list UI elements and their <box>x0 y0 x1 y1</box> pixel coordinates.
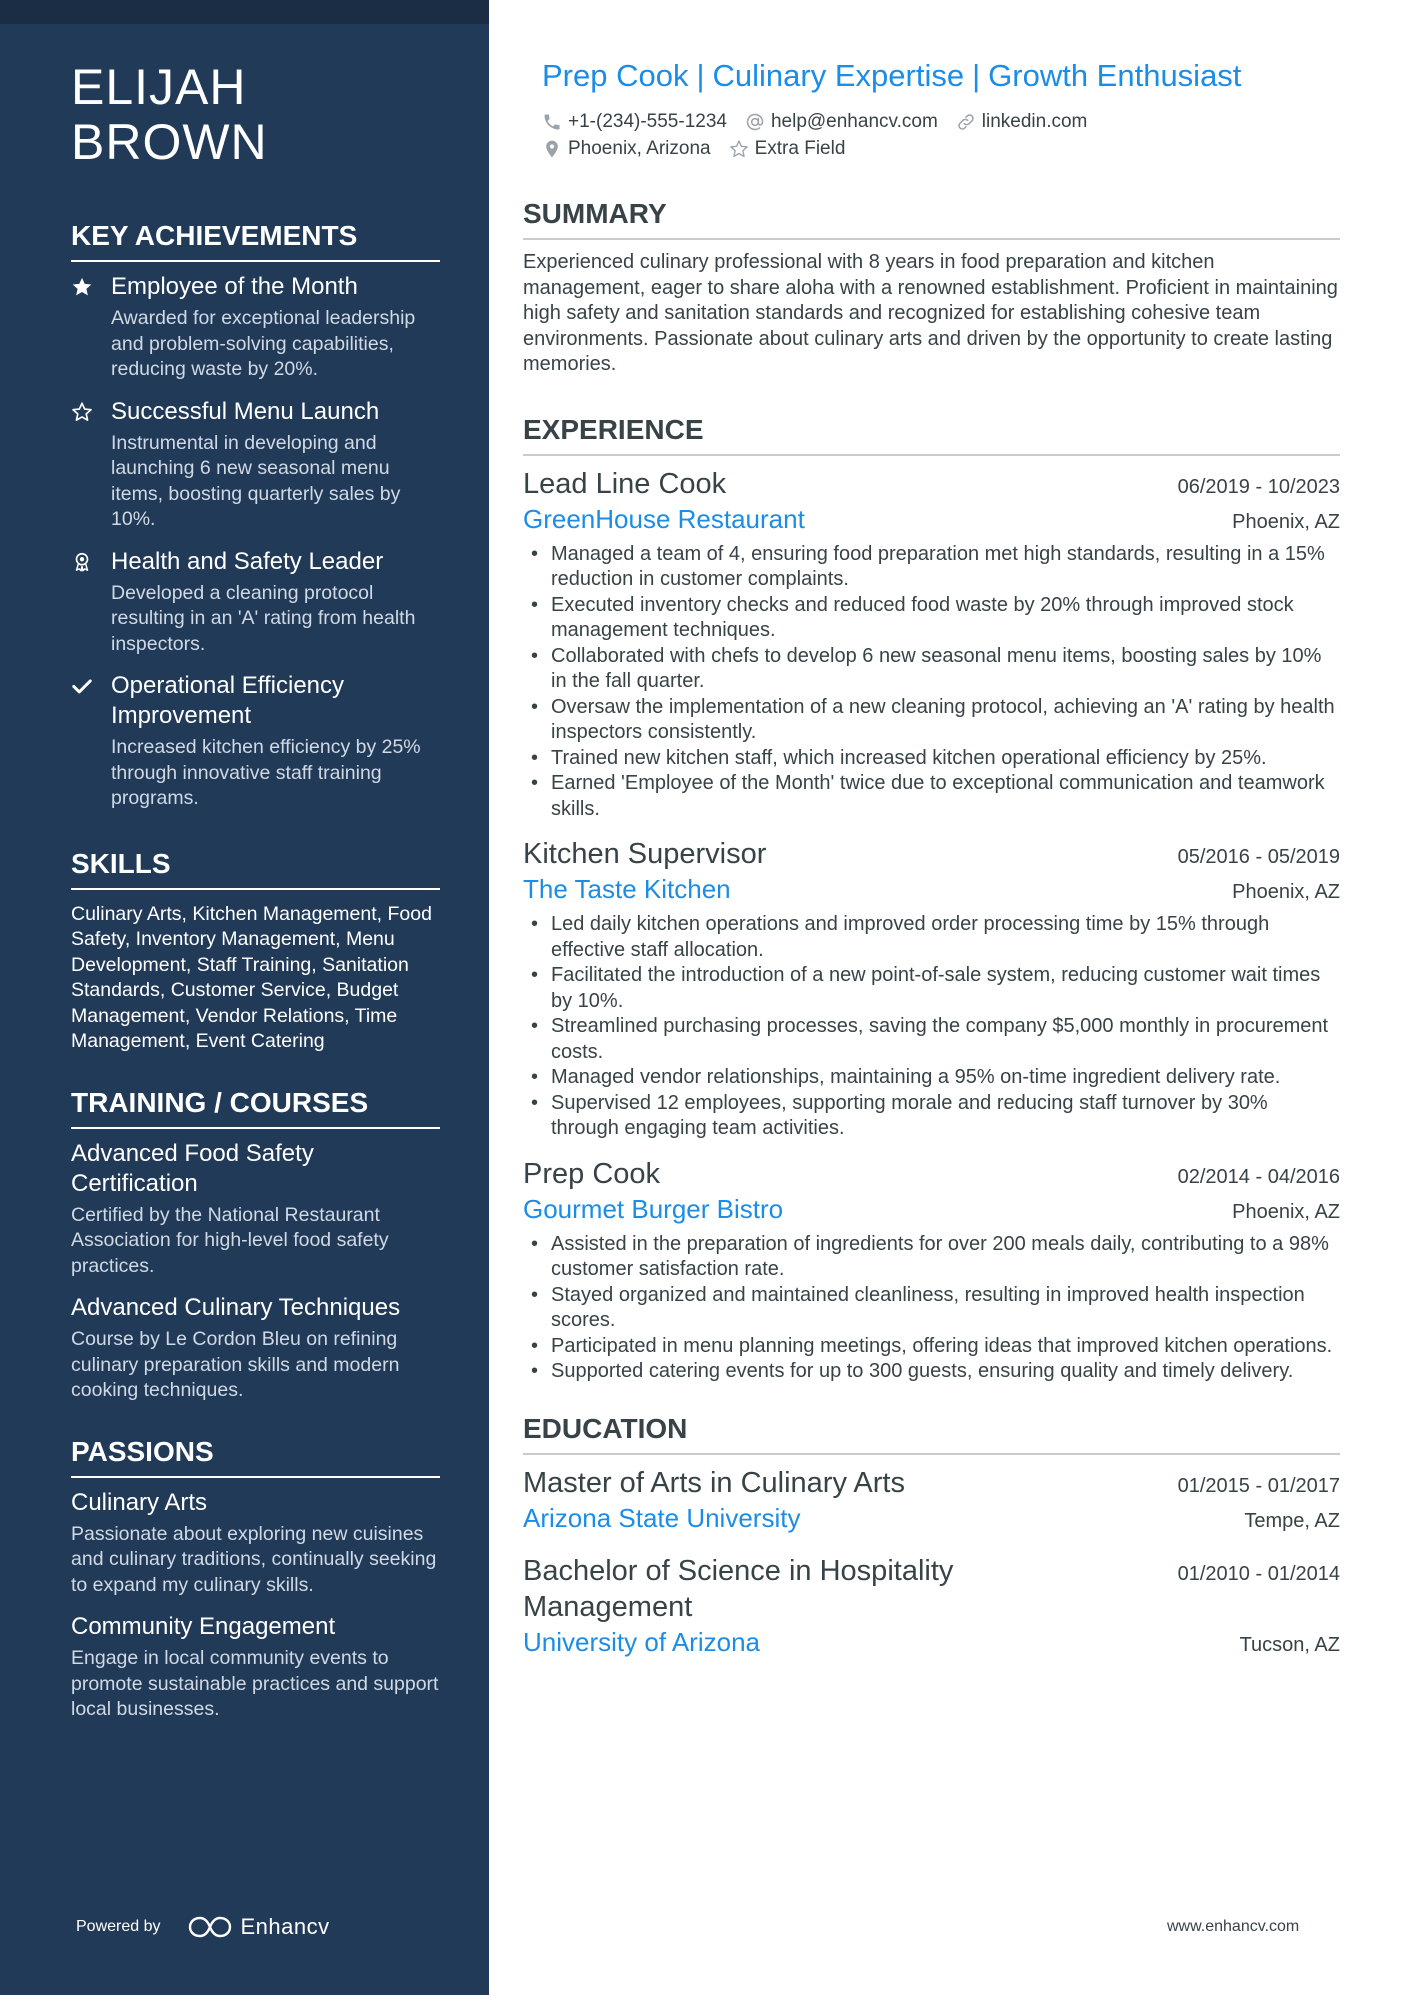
achievement-item <box>71 547 440 658</box>
passions-title: PASSIONS <box>71 1436 440 1478</box>
degree-title: Master of Arts in Culinary Arts <box>523 1466 905 1499</box>
job-bullet: • Stayed organized and maintained cleanliness, resulting in improved health inspection scores. <box>523 1283 1340 1334</box>
training-title: TRAINING / COURSES <box>71 1087 440 1129</box>
school-location: Tempe, AZ <box>1244 1509 1340 1532</box>
achievement-desc: Awarded for exceptional leadership and problem-solving capabilities, reducing waste by 20%. <box>111 307 416 380</box>
achievement-desc: Instrumental in developing and launching 6 new seasonal menu items, boosting quarterly sales by 10%. <box>111 431 401 530</box>
job-dates: 02/2014 - 04/2016 <box>1177 1165 1340 1188</box>
job-bullets <box>523 912 1340 1142</box>
location-text: Phoenix, Arizona <box>568 138 711 159</box>
person-name <box>71 60 440 170</box>
contact-email[interactable] <box>745 108 938 135</box>
footer-url[interactable]: www.enhancv.com <box>1167 1918 1300 1935</box>
experience-section <box>523 414 1340 1385</box>
headline-trait: Growth Enthusiast <box>988 58 1242 93</box>
achievement-title: Operational Efficiency Improvement <box>111 672 345 729</box>
job-bullet: • Earned 'Employee of the Month' twice due to exceptional communication and teamwork skills. <box>523 771 1340 822</box>
job-location: Phoenix, AZ <box>1232 881 1340 903</box>
job-bullet: • Supported catering events for up to 300 guests, ensuring quality and timely delivery. <box>523 1359 1340 1385</box>
job-company: The Taste Kitchen <box>523 874 731 904</box>
email-text: help@enhancv.com <box>770 111 938 132</box>
job-bullet: • Participated in menu planning meetings, offering ideas that improved kitchen operations. <box>523 1334 1340 1360</box>
job-bullet: • Supervised 12 employees, supporting morale and reducing staff turnover by 30% through engaging team activities. <box>523 1091 1340 1142</box>
job-bullet: • Collaborated with chefs to develop 6 new seasonal menu items, boosting sales by 10% in the fall quarter. <box>523 644 1340 695</box>
extra-field-text: Extra Field <box>754 138 846 159</box>
skills-title: SKILLS <box>71 848 440 890</box>
skills-section <box>71 848 440 1055</box>
achievement-title: Health and Safety Leader <box>111 547 384 575</box>
passion-item <box>71 1488 440 1599</box>
passion-item <box>71 1612 440 1723</box>
job-entry <box>523 1156 1340 1385</box>
passion-item-desc: Engage in local community events to promote sustainable practices and support local businesses. <box>71 1647 439 1720</box>
contact-linkedin[interactable] <box>956 108 1088 135</box>
headline <box>523 56 1340 96</box>
headline-separator: | <box>972 58 981 93</box>
sidebar-content <box>71 60 440 1723</box>
achievement-item <box>71 671 440 812</box>
job-title: Prep Cook <box>523 1157 661 1190</box>
training-item <box>71 1293 440 1404</box>
sidebar-top-bar <box>0 0 489 24</box>
training-section <box>71 1087 440 1404</box>
passion-item-title: Culinary Arts <box>71 1488 208 1516</box>
experience-title: EXPERIENCE <box>523 414 1340 456</box>
star-outline-icon <box>729 139 749 159</box>
job-dates: 06/2019 - 10/2023 <box>1177 475 1340 498</box>
job-title: Kitchen Supervisor <box>523 838 767 870</box>
job-company: Gourmet Burger Bistro <box>523 1193 784 1224</box>
school-location: Tucson, AZ <box>1239 1633 1340 1656</box>
achievement-desc: Increased kitchen efficiency by 25% through innovative staff training programs. <box>111 736 421 809</box>
main-content <box>523 56 1340 1659</box>
achievement-title: Employee of the Month <box>111 273 358 300</box>
contact-location <box>542 135 711 162</box>
achievement-item <box>71 272 440 383</box>
first-name: ELIJAH <box>71 59 247 115</box>
checkmark-icon <box>71 671 111 812</box>
headline-expertise: Culinary Expertise <box>712 58 965 93</box>
contact-extra <box>729 135 846 162</box>
summary-title: SUMMARY <box>523 198 1340 240</box>
contact-phone[interactable] <box>542 108 727 135</box>
passions-section <box>71 1436 440 1723</box>
phone-icon <box>542 112 562 132</box>
job-bullet: • Streamlined purchasing processes, saving the company $5,000 monthly in procurement costs. <box>523 1014 1340 1065</box>
job-location: Phoenix, AZ <box>1232 1200 1340 1223</box>
education-dates: 01/2010 - 01/2014 <box>1177 1562 1340 1585</box>
linkedin-text: linkedin.com <box>981 111 1088 132</box>
phone-text: +1-(234)-555-1234 <box>568 111 727 132</box>
link-icon <box>956 112 976 132</box>
training-item-desc: Certified by the National Restaurant Association for high-level food safety practices. <box>71 1203 389 1277</box>
enhancv-wordmark: Enhancv <box>240 1914 330 1939</box>
job-bullet: • Trained new kitchen staff, which increased kitchen operational efficiency by 25%. <box>523 746 1340 772</box>
star-outline-icon <box>71 397 111 533</box>
training-item <box>71 1139 440 1280</box>
education-entry <box>523 1553 1340 1659</box>
job-entry <box>523 836 1340 1142</box>
education-section <box>523 1413 1340 1659</box>
passion-item-desc: Passionate about exploring new cuisines and culinary traditions, continually seeking to expand my culinary skills. <box>71 1522 437 1596</box>
star-filled-icon <box>71 272 111 383</box>
last-name: BROWN <box>71 114 268 170</box>
education-title: EDUCATION <box>523 1413 1340 1455</box>
training-item-title: Advanced Culinary Techniques <box>71 1294 401 1321</box>
school-name: University of Arizona <box>523 1626 760 1657</box>
award-ribbon-icon <box>71 547 111 658</box>
key-achievements-title: KEY ACHIEVEMENTS <box>71 220 440 262</box>
school-name: Arizona State University <box>523 1502 801 1533</box>
training-item-desc: Course by Le Cordon Bleu on refining culinary preparation skills and modern cooking techniques. <box>71 1328 400 1401</box>
job-bullet: • Facilitated the introduction of a new point-of-sale system, reducing customer wait times by 10%. <box>523 963 1340 1014</box>
degree-title: Bachelor of Science in Hospitality Management <box>523 1554 954 1623</box>
enhancv-logo-icon <box>187 1914 233 1940</box>
job-title: Lead Line Cook <box>523 467 727 500</box>
key-achievements-section <box>71 220 440 812</box>
job-bullet: • Executed inventory checks and reduced food waste by 20% through improved stock management techniques. <box>523 593 1340 644</box>
powered-by-label: Powered by <box>76 1918 161 1935</box>
summary-text: Experienced culinary professional with 8 years in food preparation and kitchen management, eager to share aloha with a renowned establishment. Proficient in maintaining high safety and sanitation standards and recognized for establishing cohesive team environments. Passionate about culinary arts and driven by the opportunity to create lasting memories. <box>523 251 1338 375</box>
headline-role: Prep Cook <box>542 58 689 93</box>
skills-list: Culinary Arts, Kitchen Management, Food Safety, Inventory Management, Menu Development, Staff Training, Sanitation Standards, Customer Service, Budget Management, Vendor Relations, Time Management, Event Catering <box>71 902 432 1052</box>
passion-item-title: Community Engagement <box>71 1613 336 1640</box>
headline-separator: | <box>696 58 705 93</box>
sidebar <box>0 0 489 1995</box>
contact-info <box>523 108 1163 162</box>
powered-by <box>76 1914 330 1940</box>
job-dates: 05/2016 - 05/2019 <box>1177 846 1340 868</box>
job-bullets <box>523 1232 1340 1385</box>
job-bullet: • Managed vendor relationships, maintaining a 95% on-time ingredient delivery rate. <box>523 1065 1340 1091</box>
education-entry <box>523 1465 1340 1535</box>
job-bullet: • Managed a team of 4, ensuring food preparation met high standards, resulting in a 15% reduction in customer complaints. <box>523 542 1340 593</box>
job-bullet: • Assisted in the preparation of ingredients for over 200 meals daily, contributing to a 98% customer satisfaction rate. <box>523 1232 1340 1283</box>
enhancv-logo[interactable] <box>187 1914 330 1940</box>
education-dates: 01/2015 - 01/2017 <box>1177 1474 1340 1497</box>
job-entry <box>523 466 1340 823</box>
job-company: GreenHouse Restaurant <box>523 503 805 534</box>
location-pin-icon <box>542 139 562 159</box>
training-item-title: Advanced Food Safety Certification <box>71 1139 314 1197</box>
job-bullet: • Led daily kitchen operations and improved order processing time by 15% through effective staff allocation. <box>523 912 1340 963</box>
job-bullets <box>523 542 1340 823</box>
summary-section <box>523 198 1340 378</box>
job-bullet: • Oversaw the implementation of a new cleaning protocol, achieving an 'A' rating by health inspectors consistently. <box>523 695 1340 746</box>
achievement-title: Successful Menu Launch <box>111 397 380 425</box>
achievement-desc: Developed a cleaning protocol resulting in an 'A' rating from health inspectors. <box>111 581 416 655</box>
achievement-item <box>71 397 440 533</box>
job-location: Phoenix, AZ <box>1232 510 1340 533</box>
at-sign-icon <box>745 112 765 132</box>
